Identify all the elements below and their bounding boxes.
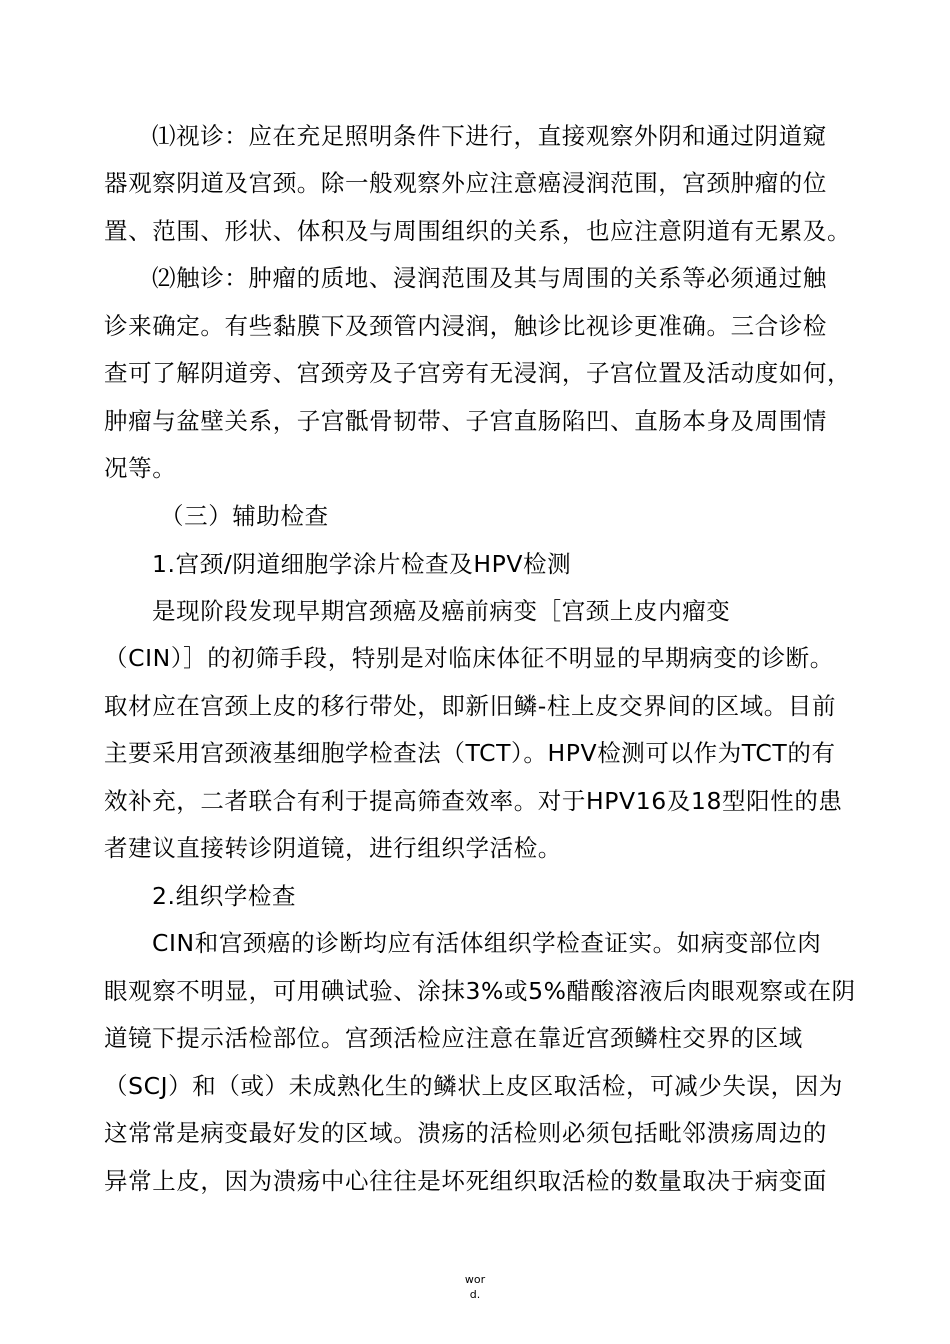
paragraph-3-line-3: 取材应在宫颈上皮的移行带处，即新旧鳞-柱上皮交界间的区域。目前 — [104, 692, 837, 720]
subsection-heading-2: 2.组织学检查 — [152, 882, 297, 910]
paragraph-1-line-1: ⑴视诊：应在充足照明条件下进行，直接观察外阴和通过阴道窥 — [152, 122, 827, 150]
paragraph-2-line-3: 查可了解阴道旁、宫颈旁及子宫旁有无浸润，子宫位置及活动度如何， — [104, 359, 852, 387]
subsection-heading-1: 1.宫颈/阴道细胞学涂片检查及HPV检测 — [152, 550, 572, 578]
paragraph-2-line-5: 况等。 — [104, 454, 177, 482]
paragraph-3-line-6: 者建议直接转诊阴道镜，进行组织学活检。 — [104, 834, 562, 862]
paragraph-3-line-4: 主要采用宫颈液基细胞学检查法（TCT）。HPV检测可以作为TCT的有 — [104, 739, 836, 767]
section-heading-auxiliary-exam: （三）辅助检查 — [160, 502, 329, 530]
paragraph-1-line-3: 置、范围、形状、体积及与周围组织的关系，也应注意阴道有无累及。 — [104, 217, 852, 245]
paragraph-3-line-2: （CIN）］的初筛手段，特别是对临床体征不明显的早期病变的诊断。 — [104, 644, 834, 672]
paragraph-2-line-2: 诊来确定。有些黏膜下及颈管内浸润，触诊比视诊更准确。三合诊检 — [104, 312, 827, 340]
footer-line-2: d. — [469, 1288, 481, 1301]
paragraph-4-line-4: （SCJ）和（或）未成熟化生的鳞状上皮区取活检，可减少失误，因为 — [104, 1072, 843, 1100]
paragraph-4-line-3: 道镜下提示活检部位。宫颈活检应注意在靠近宫颈鳞柱交界的区域 — [104, 1024, 803, 1052]
paragraph-4-line-5: 这常常是病变最好发的区域。溃疡的活检则必须包括毗邻溃疡周边的 — [104, 1119, 827, 1147]
paragraph-4-line-2: 眼观察不明显，可用碘试验、涂抹3%或5%醋酸溶液后肉眼观察或在阴 — [104, 977, 856, 1005]
paragraph-4-line-1: CIN和宫颈癌的诊断均应有活体组织学检查证实。如病变部位肉 — [152, 929, 822, 957]
paragraph-3-line-1: 是现阶段发现早期宫颈癌及癌前病变［宫颈上皮内瘤变 — [152, 597, 731, 625]
footer-line-1: wor — [464, 1273, 486, 1286]
paragraph-2-line-1: ⑵触诊：肿瘤的质地、浸润范围及其与周围的关系等必须通过触 — [152, 264, 827, 292]
paragraph-3-line-5: 效补充，二者联合有利于提高筛查效率。对于HPV16及18型阳性的患 — [104, 787, 843, 815]
paragraph-4-line-6: 异常上皮，因为溃疡中心往往是坏死组织取活检的数量取决于病变面 — [104, 1167, 827, 1195]
paragraph-2-line-4: 肿瘤与盆壁关系，子宫骶骨韧带、子宫直肠陷凹、直肠本身及周围情 — [104, 407, 827, 435]
paragraph-1-line-2: 器观察阴道及宫颈。除一般观察外应注意癌浸润范围，宫颈肿瘤的位 — [104, 169, 827, 197]
